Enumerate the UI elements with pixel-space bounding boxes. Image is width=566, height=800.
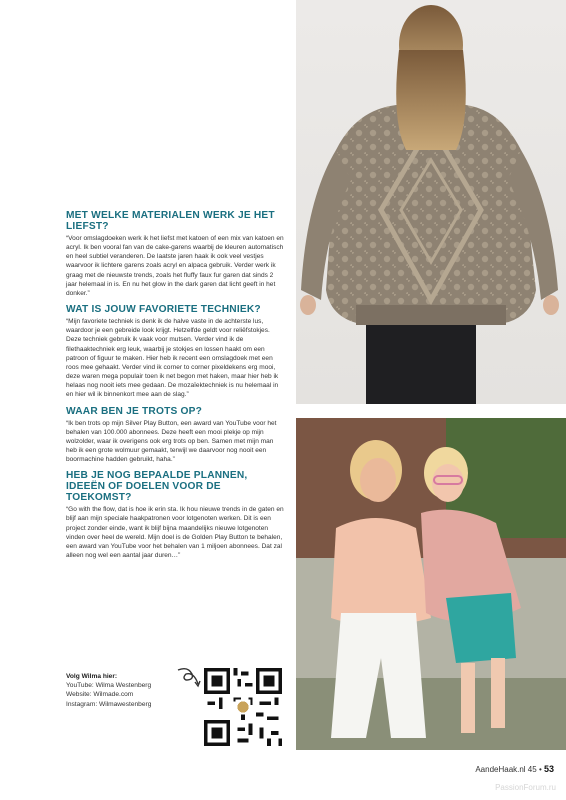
section-plans — [66, 470, 286, 560]
family-illustration — [296, 418, 566, 750]
instagram-link[interactable]: Instagram: Wilmawestenberg — [66, 700, 152, 708]
cardigan-illustration — [296, 0, 566, 404]
section-heading: WAT IS JOUW FAVORIETE TECHNIEK? — [66, 304, 261, 316]
footer-bullet: • — [538, 765, 544, 774]
section-body: “Go with the flow, dat is hoe ik erin sta. Ik hou nieuwe trends in de gaten en blijf aan mijn speciale haakpatronen voor lotgenoten werken. Dit is een project zonder einde, want ik blijf bijna maandelijks nieuwe lotgenoten vinden over heel de wereld. Mijn doel is de Golden Play Button te behalen, een award van YouTube voor het behalen van 1 miljoen abonnees. Dat zal alleen nog wel een aantal jaar duren…” — [66, 506, 284, 560]
family-photo — [296, 418, 566, 750]
section-heading: WAAR BEN JE TROTS OP? — [66, 405, 203, 417]
section-heading: MET WELKE MATERIALEN WERK JE HET LIEFST? — [66, 210, 275, 232]
website-link[interactable]: Website: Wilmade.com — [66, 691, 134, 699]
section-heading: HEB JE NOG BEPAALDE PLANNEN, IDEEËN OF DOELEN VOOR DE TOEKOMST? — [66, 470, 248, 504]
section-materials — [66, 210, 286, 298]
watermark: PassionForum.ru — [495, 783, 556, 792]
section-body: “Ik ben trots op mijn Silver Play Button, een award van YouTube voor het behalen van 100.000 abonnees. Deze heeft een mooi plekje op mijn wolzolder, waar ik overigens ook erg trots op ben. Samen met mijn man heb ik een grote wolmuur gemaakt, terwijl we daarvoor nog nooit een boormachine hadden gebruikt, haha.” — [66, 419, 277, 464]
section-proud — [66, 406, 286, 465]
magazine-name: AandeHaak.nl 45 — [475, 765, 537, 774]
qr-code-icon[interactable] — [204, 668, 282, 746]
section-body: “Voor omslagdoeken werk ik het liefst met katoen of een mix van katoen en acryl. Ik ben vooral fan van de cake-garens waarbij de kleuren automatisch en heel subtiel veranderen. De laatste jaren haak ik ook veel vestjes waarvoor ik lichtere garens zoals acryl en alpaca gebruik. Verder werk ik graag met de nieuwste trends, zoals het fluffy faux fur garen dat sinds 2 jaar helemaal in is. En nu het glow in the dark garen dat licht geeft in het donker.” — [66, 235, 284, 297]
section-body: “Mijn favoriete techniek is denk ik de halve vaste in de achterste lus, waardoor je een gebreide look krijgt. Hetzelfde geldt voor reliëfstokjes. Deze techniek gebruik ik vaak voor mutsen. Verder vind ik de filethaaktechniek erg leuk, waarbij je stokjes en lossen haakt om een patroon of figuur te maken. Hier heb ik recent een omslagdoek met een roos mee gehaakt. Verder vind ik corner to corner pixeldekens erg mooi, deze waren mega populair toen ik net begon met haken, maar hier heb ik helaas nog nooit iets mee gedaan. De mozaïektechniek is nu helemaal in en hier wil ik binnenkort mee aan de slag.” — [66, 318, 279, 399]
follow-title: Volg Wilma hier: — [66, 673, 118, 680]
follow-block — [66, 672, 176, 709]
cardigan-photo — [296, 0, 566, 404]
curly-arrow-icon — [174, 664, 204, 694]
article-column — [66, 210, 286, 566]
youtube-link[interactable]: YouTube: Wilma Westenberg — [66, 682, 152, 690]
page-number: 53 — [543, 764, 554, 774]
section-technique — [66, 304, 286, 399]
page-footer — [475, 764, 554, 774]
